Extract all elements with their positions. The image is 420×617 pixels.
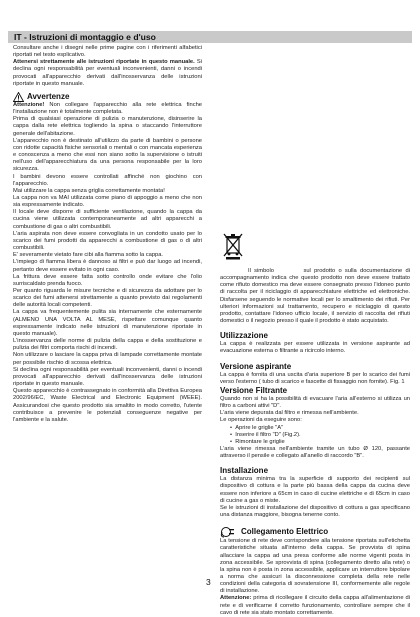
util-heading: Utilizzazione [220, 331, 269, 341]
filtrante-text: Quando non si ha la possibilità di evacuare l'aria all'esterno si utilizza un filtro a carboni attivi "D". [220, 395, 410, 410]
installazione-text: La distanza minima tra la superficie di supporto dei recipienti sul dispositivo di cottura e la parte più bassa della cappa da cucina deve essere non inferiore a 65cm in caso di cucine elettriche e di 65cm in caso di cucine a gas o miste. [220, 476, 410, 504]
responsibility-text: Attenersi strettamente alle istruzioni riportate in questo manuale. Si declina ogni responsabilità per eventuali inconvenienti, danni o incendi provocati all'apparecchio derivati dall'inosservanza delle istruzioni riportate in questo manuale. [13, 59, 202, 87]
electrical-heading: Collegamento Elettrico [220, 525, 410, 538]
util-text: La cappa è realizzata per essere utilizzata in versione aspirante ad evacuazione esterna o filtrante a ricircolo interno. [220, 341, 410, 355]
warning-p4: Mai utilizzare la cappa senza griglia correttamente montata! [13, 187, 165, 194]
section-title: IT - Istruzioni di montaggio e d'uso [14, 32, 156, 42]
intro-text: Consultare anche i disegni nelle prime pagine con i riferimenti alfabetici riportati nel testo esplicativo. [13, 45, 202, 59]
installazione-text-2: Se le istruzioni di installazione del dispositivo di cottura a gas specificano una distanza maggiore, bisogna tenerne conto. [220, 504, 410, 519]
electrical-text: La tensione di rete deve corrispondere alla tensione riportata sull'etichetta caratteristiche situata all'interno della cappa. Se provvista di spina allacciare la cappa ad una presa conforme alle norme vigenti posta in zona accessibile. Se sprovvista di spina (collegamento diretto alla rete) o la spina non è posta in zona accessibile, applicare un interruttore bipolare a norma che assicuri la disconnessione completa della rete nelle condizioni della categoria di sovratensione III, conformemente alle regole di installazione. [220, 538, 410, 595]
warning-p15: Si declina ogni responsabilità per eventuali inconvenienti, danni o incendi provocati all'apparecchio derivati dall'inosservanza delle istruzioni riportate in questo manuale. [13, 366, 202, 388]
warning-p10: La frittura deve essere fatta sotto controllo onde evitare che l'olio surriscaldato prenda fuoco. [13, 273, 202, 287]
warning-p1: Prima di qualsiasi operazione di pulizia o manutenzione, disinserire la cappa dalla rete elettrica togliendo la spina o staccando l'interruttore generale dell'abitazione. [13, 116, 202, 137]
page-number: 3 [206, 577, 211, 587]
warning-p8: E' severamente vietato fare cibi alla fiamma sotto la cappa. [13, 252, 164, 259]
left-column [13, 45, 202, 424]
warning-p6: Il locale deve disporre di sufficiente ventilazione, quando la cappa da cucina viene utilizzata contemporaneamente ad altri apparecchi a combustione di gas o altri combustibili. [13, 209, 202, 230]
warning-p2: L'apparecchio non è destinato all'utilizzo da parte di bambini o persone con ridotte capacità fisiche sensoriali o mentali o con mancata esperienza e conoscenza a meno che essi non siano sotto la supervisione o istruiti nell'uso dell'apparecchiatura da una persona responsabile per la loro sicurezza. [13, 137, 202, 173]
aspirante-text: La cappa è fornita di una uscita d'aria superiore B per lo scarico dei fumi verso l'esterno ( tubo di scarico e fascette di fissaggio non fornite). Fig. 1 [220, 371, 410, 385]
section-header [8, 31, 412, 43]
weee-text: Il simbolo sul prodotto o sulla documentazione di accompagnamento indica che questo prodotto non deve essere trattato come rifiuto domestico ma deve essere consegnato presso l'idoneo punto di raccolta per il riciclaggio di apparecchiature elettriche ed elettroniche. Disfarsene seguendo le normative locali per lo smaltimento dei rifiuti. Per ulteriori informazioni sul trattamento, recupero e riciclaggio di questo prodotto, contattare l'idoneo ufficio locale, il servizio di raccolta dei rifiuti domestici o il negozio presso il quale il prodotto è stato acquistato. [220, 268, 410, 325]
warnings-heading: Avvertenze [13, 92, 202, 102]
warning-p13: L'inosservanza delle norme di pulizia della cappa e della sostituzione e pulizia dei filtri comporta rischi di incendi. [13, 338, 202, 352]
warning-p7: L'aria aspirata non deve essere convogliata in un condotto usato per lo scarico dei fumi prodotti da apparecchi a combustione di gas o di altri combustibili. [13, 230, 202, 252]
filtrante-heading: Versione Filtrante [220, 385, 288, 395]
filtrante-text-2: L'aria viene depurata dal filtro e rimessa nell'ambiente. [220, 410, 359, 417]
bullet-item: • Aprire le griglie "A" [230, 424, 284, 431]
right-column [220, 268, 410, 617]
bullet-item: • Rimontare le griglie [230, 438, 285, 445]
warning-p3: I bambini devono essere controllati affinché non giochino con l'apparecchio. [13, 173, 202, 187]
warning-p16: Questo apparecchio è contrassegnato in conformità alla Direttiva Europea 2002/96/EC, Waste Electrical and Electronic Equipment (WEEE). Assicurandosi che questo prodotto sia smaltito in modo corretto, l'utente contribuisce a prevenire le potenziali conseguenze negative per l'ambiente e la salute. [13, 388, 202, 423]
bullet-item: • Inserire il filtro "D" (Fig.2). [230, 431, 301, 438]
electrical-warning: Attenzione: prima di ricollegare il circuito della cappa all'alimentazione di rete e di verificarne il corretto funzionamento, controllare sempre che il cavo di rete sia stato montato correttamente. [220, 595, 410, 616]
warning-p12: La cappa va frequentemente pulita sia internamente che esternamente (ALMENO UNA VOLTA AL MESE, rispettare comunque quanto espressamente indicato nelle istruzioni di manutenzione riportate in questo manuale). [13, 309, 202, 337]
filtrante-text-3: Le operazioni da eseguire sono: [220, 417, 302, 424]
filtrante-text-4: L'aria viene rimessa nell'ambiente tramite un tubo Ø 120, passante attraverso il pensile e collegato all'anello di raccordo "B". [220, 445, 410, 460]
warning-icon [13, 92, 24, 102]
plug-icon [220, 525, 236, 538]
installazione-heading: Installazione [220, 466, 269, 476]
aspirante-heading: Versione aspirante [220, 361, 292, 371]
warning-p11: Per quanto riguarda le misure tecniche e di sicurezza da adottare per lo scarico dei fumi attenersi strettamente a quanto previsto dai regolamenti delle autorità locali competenti. [13, 288, 202, 309]
warning-p14: Non utilizzare o lasciare la cappa priva di lampade correttamente montate per possibile rischio di scossa elettrica. [13, 352, 202, 366]
warning-p0: Attenzione! Non collegare l'apparecchio alla rete elettrica finche l'installazione non è totalmente completata. [13, 101, 202, 116]
warning-p5: La cappa non va MAI utilizzata come piano di appoggio a meno che non sia espressamente indicato. [13, 194, 202, 209]
warning-p9: L'impiego di fiamma libera è dannoso ai filtri e può dar luogo ad incendi, pertanto deve essere evitato in ogni caso. [13, 259, 202, 273]
crossed-bin-icon [222, 232, 244, 260]
